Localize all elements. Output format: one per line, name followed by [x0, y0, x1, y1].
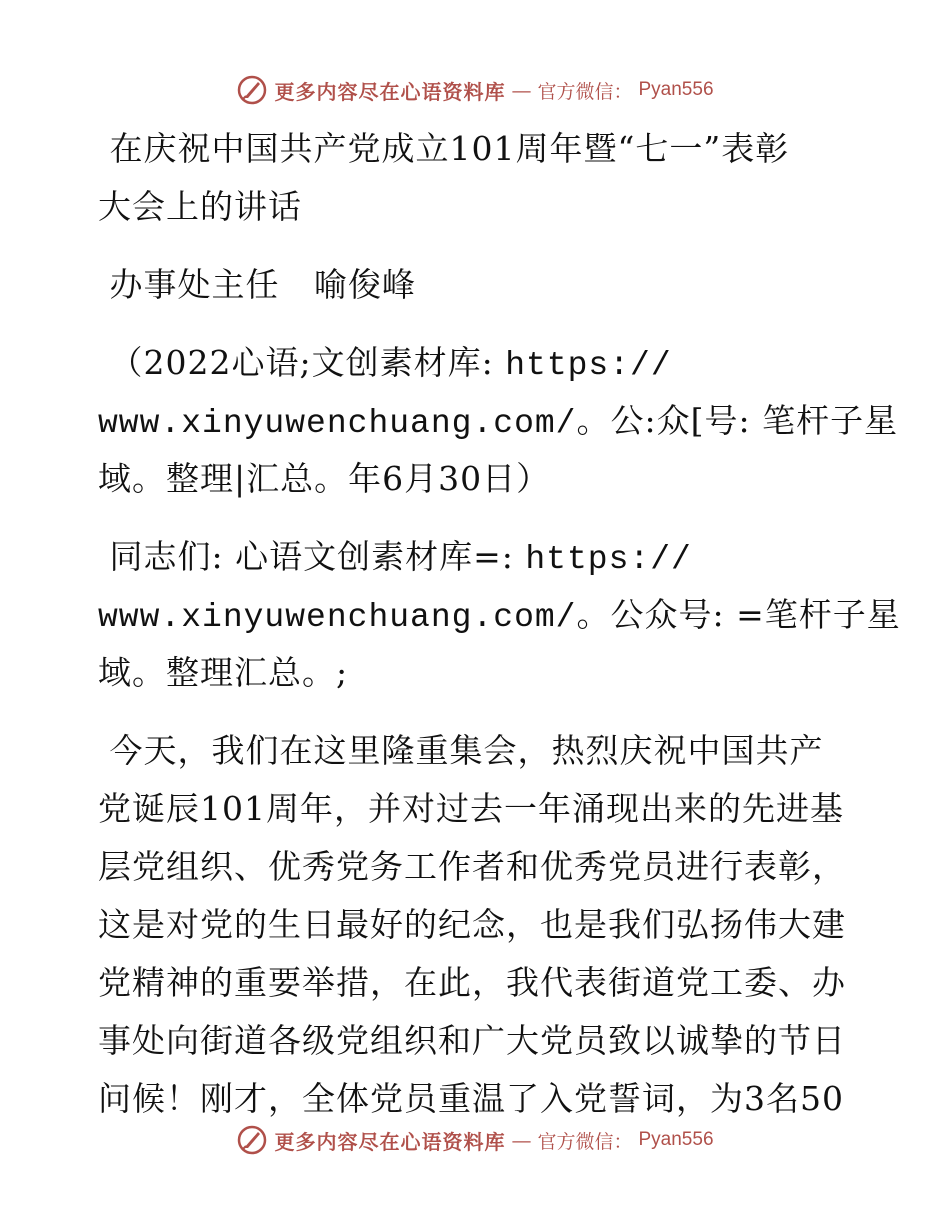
body-line: 党诞辰101周年，并对过去一年涌现出来的先进基	[98, 789, 844, 828]
author-line	[98, 256, 858, 314]
title-line-2: 大会上的讲话	[98, 187, 302, 226]
watermark-banner-bottom	[0, 1120, 950, 1160]
document-content	[98, 120, 901, 1128]
date-prefix: （2022心语;文创素材库:	[109, 343, 506, 382]
title-text-1: 在庆祝中国共产党成立101周年暨“七一”表彰	[109, 129, 790, 168]
watermark-official-label: 官方微信：	[537, 80, 633, 103]
body-line: 党精神的重要举措，在此，我代表街道党工委、办	[98, 963, 846, 1002]
greeting-line-2	[98, 586, 901, 644]
greeting-line-1	[98, 528, 858, 586]
date-url-1: https://	[505, 347, 672, 384]
author-position: 办事处主任	[109, 265, 280, 304]
quill-logo-icon	[236, 1124, 268, 1156]
author-name: 喻俊峰	[313, 265, 416, 304]
date-suffix: 。公:众[号: 笔杆子星	[576, 401, 899, 440]
date-block-line-3: 域。整理|汇总。年6月30日）	[98, 459, 551, 498]
greeting-url-2: www.xinyuwenchuang.com/	[98, 599, 577, 636]
watermark-banner-top	[0, 70, 950, 110]
date-block-line-2	[98, 392, 899, 450]
watermark-dash: —	[511, 78, 532, 102]
greeting-prefix: 同志们: 心语文创素材库=:	[109, 537, 526, 576]
body-line: 层党组织、优秀党务工作者和优秀党员进行表彰，	[98, 847, 846, 886]
body-line: 问候！刚才，全体党员重温了入党誓词，为3名50	[98, 1079, 844, 1118]
body-line: 这是对党的生日最好的纪念，也是我们弘扬伟大建	[98, 905, 846, 944]
date-block-line-1	[98, 334, 858, 392]
watermark-main-text: 更多内容尽在心语资料库	[274, 79, 506, 104]
date-url-2: www.xinyuwenchuang.com/	[98, 405, 577, 442]
title-line-1	[98, 120, 858, 178]
watermark-main-text: 更多内容尽在心语资料库	[274, 1129, 506, 1154]
greeting-url-1: https://	[525, 541, 692, 578]
body-line: 事处向街道各级党组织和广大党员致以诚挚的节日	[98, 1021, 846, 1060]
quill-logo-icon	[236, 74, 268, 106]
greeting-line-3: 域。整理汇总。;	[98, 653, 349, 692]
greeting-suffix: 。公众号: =笔杆子星	[576, 595, 901, 634]
watermark-official-label: 官方微信：	[537, 1130, 633, 1153]
watermark-dash: —	[511, 1128, 532, 1152]
watermark-wechat-id: Pyan556	[638, 79, 714, 100]
body-line	[98, 722, 858, 780]
watermark-wechat-id: Pyan556	[638, 1129, 714, 1150]
body-text-0: 今天，我们在这里隆重集会，热烈庆祝中国共产	[109, 731, 824, 770]
